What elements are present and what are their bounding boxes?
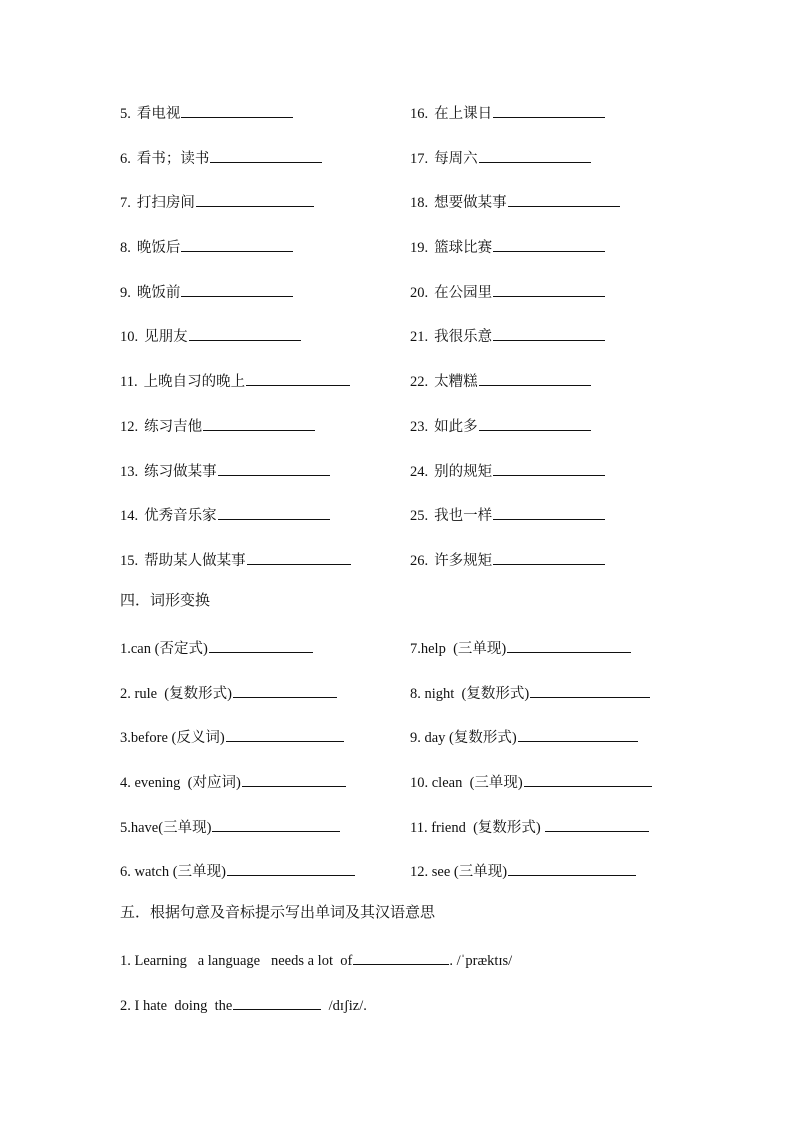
answer-blank[interactable] xyxy=(247,544,351,565)
answer-blank[interactable] xyxy=(181,276,293,297)
vocabulary-grid xyxy=(120,97,680,589)
answer-blank[interactable] xyxy=(493,544,605,565)
item-number: 18. xyxy=(410,195,429,212)
item-number: 9. xyxy=(120,284,131,301)
answer-blank[interactable] xyxy=(479,365,591,386)
sentence-text-after: /dɪʃiz/. xyxy=(321,998,367,1014)
vocab-item xyxy=(120,186,314,217)
answer-blank[interactable] xyxy=(181,97,293,118)
word-form-prompt: 12. see (三单现) xyxy=(410,864,508,881)
item-number: 23. xyxy=(410,418,429,435)
answer-blank[interactable] xyxy=(181,231,293,252)
answer-blank[interactable] xyxy=(530,677,650,698)
answer-blank[interactable] xyxy=(189,320,301,341)
vocab-row xyxy=(120,97,680,142)
answer-blank[interactable] xyxy=(209,632,313,653)
answer-blank[interactable] xyxy=(479,410,591,431)
item-prompt: 帮助某人做某事 xyxy=(144,552,246,569)
word-form-prompt: 3.before (反义词) xyxy=(120,730,225,747)
item-prompt: 别的规矩 xyxy=(434,463,493,480)
vocab-item xyxy=(410,186,620,217)
word-form-row xyxy=(120,721,680,766)
answer-blank[interactable] xyxy=(203,410,315,431)
item-prompt: 打扫房间 xyxy=(136,195,195,212)
item-number: 5. xyxy=(120,106,131,122)
vocab-item xyxy=(410,499,605,530)
word-form-item xyxy=(410,811,649,842)
sentence-item-2 xyxy=(120,989,367,1020)
word-form-prompt: 1.can (否定式) xyxy=(120,641,208,657)
word-form-prompt: 11. friend (复数形式) xyxy=(410,819,545,836)
answer-blank[interactable] xyxy=(545,811,649,832)
vocab-row xyxy=(120,455,680,500)
item-number: 8. xyxy=(120,240,131,257)
answer-blank[interactable] xyxy=(493,276,605,297)
answer-blank[interactable] xyxy=(493,320,605,341)
answer-blank[interactable] xyxy=(226,721,344,742)
vocab-item xyxy=(120,499,330,530)
vocab-item xyxy=(410,276,605,307)
word-form-item xyxy=(120,677,337,708)
word-form-item xyxy=(410,632,631,663)
word-form-prompt: 7.help (三单现) xyxy=(410,641,507,657)
item-prompt: 太糟糕 xyxy=(434,374,478,391)
answer-blank[interactable] xyxy=(493,97,605,118)
answer-blank[interactable] xyxy=(493,231,605,252)
word-form-row xyxy=(120,766,680,811)
vocab-row xyxy=(120,142,680,187)
answer-blank[interactable] xyxy=(493,455,605,476)
word-form-item xyxy=(410,677,650,708)
item-prompt: 看书；读书 xyxy=(136,150,210,167)
vocab-item xyxy=(410,544,605,575)
item-prompt: 上晚自习的晚上 xyxy=(143,374,246,391)
word-form-row xyxy=(120,855,680,900)
vocab-row xyxy=(120,410,680,455)
word-form-item xyxy=(410,721,638,752)
word-form-prompt: 6. watch (三单现) xyxy=(120,864,226,881)
answer-blank[interactable] xyxy=(227,855,355,876)
item-prompt: 在上课日 xyxy=(434,106,493,122)
item-number: 16. xyxy=(410,106,429,122)
vocab-item xyxy=(410,365,591,396)
vocab-item xyxy=(410,320,605,351)
item-prompt: 在公园里 xyxy=(434,284,493,301)
sentence-item-1 xyxy=(120,944,512,975)
item-number: 6. xyxy=(120,150,131,167)
item-number: 14. xyxy=(120,508,139,525)
word-forms-grid xyxy=(120,632,680,900)
item-prompt: 如此多 xyxy=(434,418,478,435)
section-heading-word-forms: 四．词形变换 xyxy=(120,593,211,609)
item-number: 7. xyxy=(120,195,131,212)
vocab-row xyxy=(120,499,680,544)
answer-blank[interactable] xyxy=(507,632,631,653)
item-prompt: 练习做某事 xyxy=(144,463,217,480)
answer-blank[interactable] xyxy=(508,855,636,876)
answer-blank[interactable] xyxy=(479,142,591,163)
item-prompt: 我很乐意 xyxy=(434,329,493,346)
answer-blank[interactable] xyxy=(218,455,330,476)
answer-blank[interactable] xyxy=(493,499,605,520)
answer-blank[interactable] xyxy=(518,721,638,742)
word-form-item xyxy=(410,766,652,797)
vocab-item xyxy=(410,410,591,441)
word-form-item xyxy=(120,721,344,752)
item-number: 12. xyxy=(120,418,139,435)
item-prompt: 许多规矩 xyxy=(434,552,493,569)
vocab-item xyxy=(120,455,330,486)
word-form-prompt: 9. day (复数形式) xyxy=(410,730,517,747)
item-prompt: 篮球比赛 xyxy=(434,240,493,257)
item-prompt: 我也一样 xyxy=(434,508,493,525)
item-prompt: 优秀音乐家 xyxy=(144,508,217,525)
item-number: 10. xyxy=(120,329,139,346)
word-form-item xyxy=(120,632,313,663)
vocab-row xyxy=(120,276,680,321)
answer-blank[interactable] xyxy=(242,766,346,787)
answer-blank[interactable] xyxy=(233,989,321,1010)
vocab-row xyxy=(120,544,680,589)
vocab-item xyxy=(120,320,301,351)
word-form-item xyxy=(410,855,636,886)
word-form-prompt: 10. clean (三单现) xyxy=(410,775,523,792)
word-form-prompt: 4. evening (对应词) xyxy=(120,775,241,792)
vocab-item xyxy=(410,142,591,173)
vocab-row xyxy=(120,231,680,276)
answer-blank[interactable] xyxy=(212,811,340,832)
answer-blank[interactable] xyxy=(218,499,330,520)
word-form-row xyxy=(120,677,680,722)
item-number: 19. xyxy=(410,240,429,257)
sentence-text-before: 2. I hate doing the xyxy=(120,998,233,1014)
item-prompt: 看电视 xyxy=(136,106,181,122)
word-form-prompt: 8. night (复数形式) xyxy=(410,685,530,702)
vocab-item xyxy=(120,231,293,262)
item-number: 26. xyxy=(410,552,429,569)
vocab-item xyxy=(120,276,293,307)
answer-blank[interactable] xyxy=(196,186,314,207)
vocab-item xyxy=(410,455,605,486)
vocab-item xyxy=(410,97,605,128)
item-number: 13. xyxy=(120,463,139,480)
section-heading-spelling: 五．根据句意及音标提示写出单词及其汉语意思 xyxy=(120,905,436,921)
answer-blank[interactable] xyxy=(524,766,652,787)
item-prompt: 晚饭前 xyxy=(136,284,181,301)
word-form-row xyxy=(120,811,680,856)
vocab-item xyxy=(410,231,605,262)
item-number: 24. xyxy=(410,463,429,480)
vocab-item xyxy=(120,142,322,173)
answer-blank[interactable] xyxy=(246,365,350,386)
answer-blank[interactable] xyxy=(353,944,449,965)
item-number: 17. xyxy=(410,150,429,167)
vocab-item xyxy=(120,97,293,128)
word-form-prompt: 2. rule (复数形式) xyxy=(120,685,232,702)
item-prompt: 练习吉他 xyxy=(144,418,203,435)
vocab-row xyxy=(120,320,680,365)
word-form-row xyxy=(120,632,680,677)
word-form-item xyxy=(120,855,355,886)
answer-blank[interactable] xyxy=(210,142,322,163)
sentence-text-before: 1. Learning a language needs a lot of xyxy=(120,953,353,969)
item-number: 22. xyxy=(410,374,429,391)
sentence-text-after: . /ˈpræktɪs/ xyxy=(449,953,513,969)
vocab-row xyxy=(120,365,680,410)
item-number: 21. xyxy=(410,329,429,346)
word-form-item xyxy=(120,766,346,797)
item-number: 11. xyxy=(120,374,138,391)
vocab-item xyxy=(120,544,351,575)
item-number: 20. xyxy=(410,284,429,301)
item-prompt: 想要做某事 xyxy=(434,195,507,212)
item-number: 15. xyxy=(120,552,139,569)
answer-blank[interactable] xyxy=(508,186,620,207)
item-prompt: 晚饭后 xyxy=(136,240,181,257)
vocab-row xyxy=(120,186,680,231)
answer-blank[interactable] xyxy=(233,677,337,698)
item-prompt: 每周六 xyxy=(434,150,478,167)
item-number: 25. xyxy=(410,508,429,525)
vocab-item xyxy=(120,410,315,441)
item-prompt: 见朋友 xyxy=(144,329,188,346)
vocab-item xyxy=(120,365,350,396)
word-form-prompt: 5.have(三单现) xyxy=(120,819,212,836)
word-form-item xyxy=(120,811,340,842)
